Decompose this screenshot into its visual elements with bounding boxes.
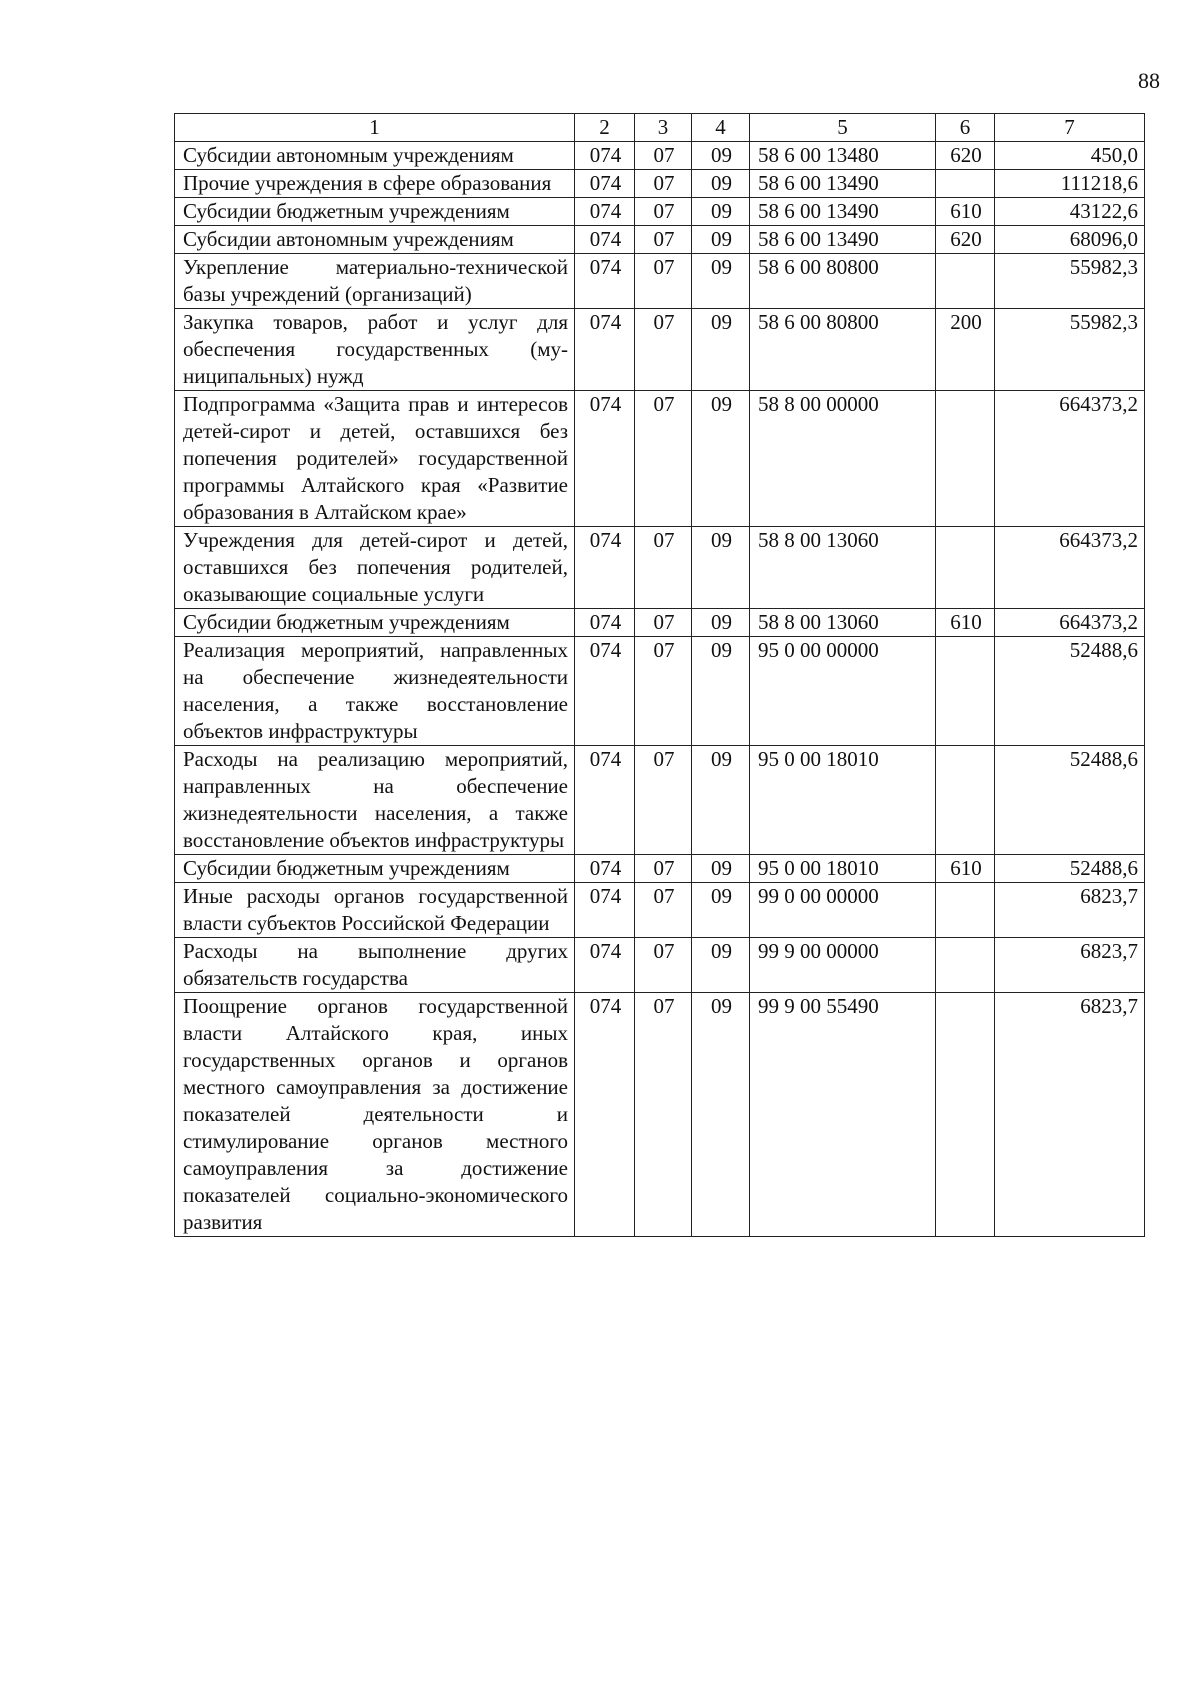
budget-table (174, 113, 1145, 1237)
row-expense-type-cell (936, 883, 995, 938)
row-expense-type-cell: 200 (936, 309, 995, 391)
row-expense-type-cell: 610 (936, 198, 995, 226)
row-target-article-cell: 99 9 00 00000 (750, 938, 936, 993)
row-section-cell: 07 (635, 391, 692, 527)
row-name-cell: Закупка товаров, работ и услуг для обеспечения государственных (муниципальных) нужд (175, 309, 575, 391)
row-amount-cell: 6823,7 (995, 938, 1145, 993)
row-grbs-cell: 074 (575, 637, 635, 746)
row-amount-cell: 43122,6 (995, 198, 1145, 226)
row-amount-cell: 55982,3 (995, 254, 1145, 309)
row-expense-type-cell (936, 637, 995, 746)
column-header: 3 (635, 114, 692, 142)
row-name-cell: Расходы на выполнение других обязательств государства (175, 938, 575, 993)
row-name-cell: Расходы на реализацию мероприятий, направленных на обеспечение жизнедеятельности населения, а также восстановление объектов инфраструктуры (175, 746, 575, 855)
row-section-cell: 07 (635, 309, 692, 391)
row-name-cell: Субсидии бюджетным учреждениям (175, 609, 575, 637)
row-section-cell: 07 (635, 637, 692, 746)
row-subsection-cell: 09 (692, 142, 750, 170)
row-subsection-cell: 09 (692, 746, 750, 855)
row-amount-cell: 52488,6 (995, 746, 1145, 855)
row-section-cell: 07 (635, 938, 692, 993)
row-expense-type-cell (936, 170, 995, 198)
row-grbs-cell: 074 (575, 226, 635, 254)
row-subsection-cell: 09 (692, 198, 750, 226)
table-row (175, 391, 1145, 527)
column-header: 4 (692, 114, 750, 142)
row-subsection-cell: 09 (692, 993, 750, 1237)
row-target-article-cell: 58 8 00 00000 (750, 391, 936, 527)
row-subsection-cell: 09 (692, 609, 750, 637)
row-section-cell: 07 (635, 609, 692, 637)
row-subsection-cell: 09 (692, 637, 750, 746)
column-header: 7 (995, 114, 1145, 142)
table-row (175, 226, 1145, 254)
row-name-cell: Иные расходы органов государственной власти субъектов Российской Федерации (175, 883, 575, 938)
row-amount-cell: 111218,6 (995, 170, 1145, 198)
table-row (175, 637, 1145, 746)
row-expense-type-cell: 610 (936, 855, 995, 883)
row-expense-type-cell: 610 (936, 609, 995, 637)
row-name-cell: Субсидии автономным учреждениям (175, 142, 575, 170)
row-name-cell: Субсидии бюджетным учреждениям (175, 855, 575, 883)
row-amount-cell: 664373,2 (995, 609, 1145, 637)
row-amount-cell: 6823,7 (995, 993, 1145, 1237)
row-expense-type-cell (936, 391, 995, 527)
row-amount-cell: 6823,7 (995, 883, 1145, 938)
row-section-cell: 07 (635, 855, 692, 883)
row-name-cell: Поощрение органов государственной власти Алтайского края, иных государственных органов и органов местного самоуправления за достижение показателей деятельности и стимулирование органов местного самоуправления за достижение показателей социально-экономического развития (175, 993, 575, 1237)
column-header: 6 (936, 114, 995, 142)
row-target-article-cell: 99 0 00 00000 (750, 883, 936, 938)
row-grbs-cell: 074 (575, 993, 635, 1237)
row-amount-cell: 68096,0 (995, 226, 1145, 254)
row-grbs-cell: 074 (575, 254, 635, 309)
row-target-article-cell: 58 6 00 13490 (750, 226, 936, 254)
row-target-article-cell: 58 6 00 13480 (750, 142, 936, 170)
table-row (175, 883, 1145, 938)
row-subsection-cell: 09 (692, 254, 750, 309)
row-section-cell: 07 (635, 746, 692, 855)
row-section-cell: 07 (635, 170, 692, 198)
row-expense-type-cell: 620 (936, 142, 995, 170)
table-header-row (175, 114, 1145, 142)
row-section-cell: 07 (635, 883, 692, 938)
row-expense-type-cell (936, 527, 995, 609)
row-grbs-cell: 074 (575, 855, 635, 883)
row-subsection-cell: 09 (692, 938, 750, 993)
row-target-article-cell: 99 9 00 55490 (750, 993, 936, 1237)
table-row (175, 527, 1145, 609)
row-grbs-cell: 074 (575, 391, 635, 527)
row-subsection-cell: 09 (692, 170, 750, 198)
row-expense-type-cell (936, 254, 995, 309)
row-name-cell: Субсидии бюджетным учреждениям (175, 198, 575, 226)
row-section-cell: 07 (635, 226, 692, 254)
row-grbs-cell: 074 (575, 198, 635, 226)
row-grbs-cell: 074 (575, 309, 635, 391)
row-amount-cell: 664373,2 (995, 391, 1145, 527)
row-grbs-cell: 074 (575, 527, 635, 609)
row-grbs-cell: 074 (575, 746, 635, 855)
row-section-cell: 07 (635, 254, 692, 309)
row-name-cell: Прочие учреждения в сфере образования (175, 170, 575, 198)
page-number: 88 (1138, 68, 1160, 93)
row-expense-type-cell: 620 (936, 226, 995, 254)
table-body (175, 142, 1145, 1237)
table-row (175, 855, 1145, 883)
row-expense-type-cell (936, 938, 995, 993)
row-target-article-cell: 58 6 00 80800 (750, 309, 936, 391)
row-grbs-cell: 074 (575, 609, 635, 637)
row-target-article-cell: 95 0 00 18010 (750, 855, 936, 883)
row-name-cell: Реализация мероприятий, направленных на обеспечение жизнедеятельности населения, а также восстановление объектов инфраструктуры (175, 637, 575, 746)
row-name-cell: Подпрограмма «Защита прав и интересов детей-сирот и детей, оставшихся без попечения родителей» государственной программы Алтайского края «Развитие образования в Алтайском крае» (175, 391, 575, 527)
table-row (175, 938, 1145, 993)
row-section-cell: 07 (635, 142, 692, 170)
row-section-cell: 07 (635, 993, 692, 1237)
row-target-article-cell: 95 0 00 00000 (750, 637, 936, 746)
row-target-article-cell: 95 0 00 18010 (750, 746, 936, 855)
row-section-cell: 07 (635, 527, 692, 609)
table-row (175, 746, 1145, 855)
row-grbs-cell: 074 (575, 938, 635, 993)
row-grbs-cell: 074 (575, 883, 635, 938)
column-header: 1 (175, 114, 575, 142)
row-grbs-cell: 074 (575, 142, 635, 170)
row-expense-type-cell (936, 746, 995, 855)
table-row (175, 142, 1145, 170)
row-target-article-cell: 58 8 00 13060 (750, 609, 936, 637)
row-amount-cell: 664373,2 (995, 527, 1145, 609)
row-section-cell: 07 (635, 198, 692, 226)
row-target-article-cell: 58 6 00 13490 (750, 198, 936, 226)
column-header: 5 (750, 114, 936, 142)
row-subsection-cell: 09 (692, 855, 750, 883)
row-subsection-cell: 09 (692, 883, 750, 938)
row-target-article-cell: 58 6 00 80800 (750, 254, 936, 309)
row-grbs-cell: 074 (575, 170, 635, 198)
row-amount-cell: 55982,3 (995, 309, 1145, 391)
row-subsection-cell: 09 (692, 309, 750, 391)
table-row (175, 254, 1145, 309)
table-row (175, 170, 1145, 198)
row-name-cell: Субсидии автономным учреждениям (175, 226, 575, 254)
row-name-cell: Учреждения для детей-сирот и детей, оставшихся без попечения родителей, оказывающие социальные услуги (175, 527, 575, 609)
row-target-article-cell: 58 6 00 13490 (750, 170, 936, 198)
row-target-article-cell: 58 8 00 13060 (750, 527, 936, 609)
row-amount-cell: 52488,6 (995, 637, 1145, 746)
table-row (175, 198, 1145, 226)
column-header: 2 (575, 114, 635, 142)
table-row (175, 309, 1145, 391)
table-row (175, 993, 1145, 1237)
row-subsection-cell: 09 (692, 391, 750, 527)
table-row (175, 609, 1145, 637)
row-subsection-cell: 09 (692, 527, 750, 609)
row-amount-cell: 450,0 (995, 142, 1145, 170)
row-expense-type-cell (936, 993, 995, 1237)
row-amount-cell: 52488,6 (995, 855, 1145, 883)
row-subsection-cell: 09 (692, 226, 750, 254)
row-name-cell: Укрепление материально-технической базы учреждений (организаций) (175, 254, 575, 309)
